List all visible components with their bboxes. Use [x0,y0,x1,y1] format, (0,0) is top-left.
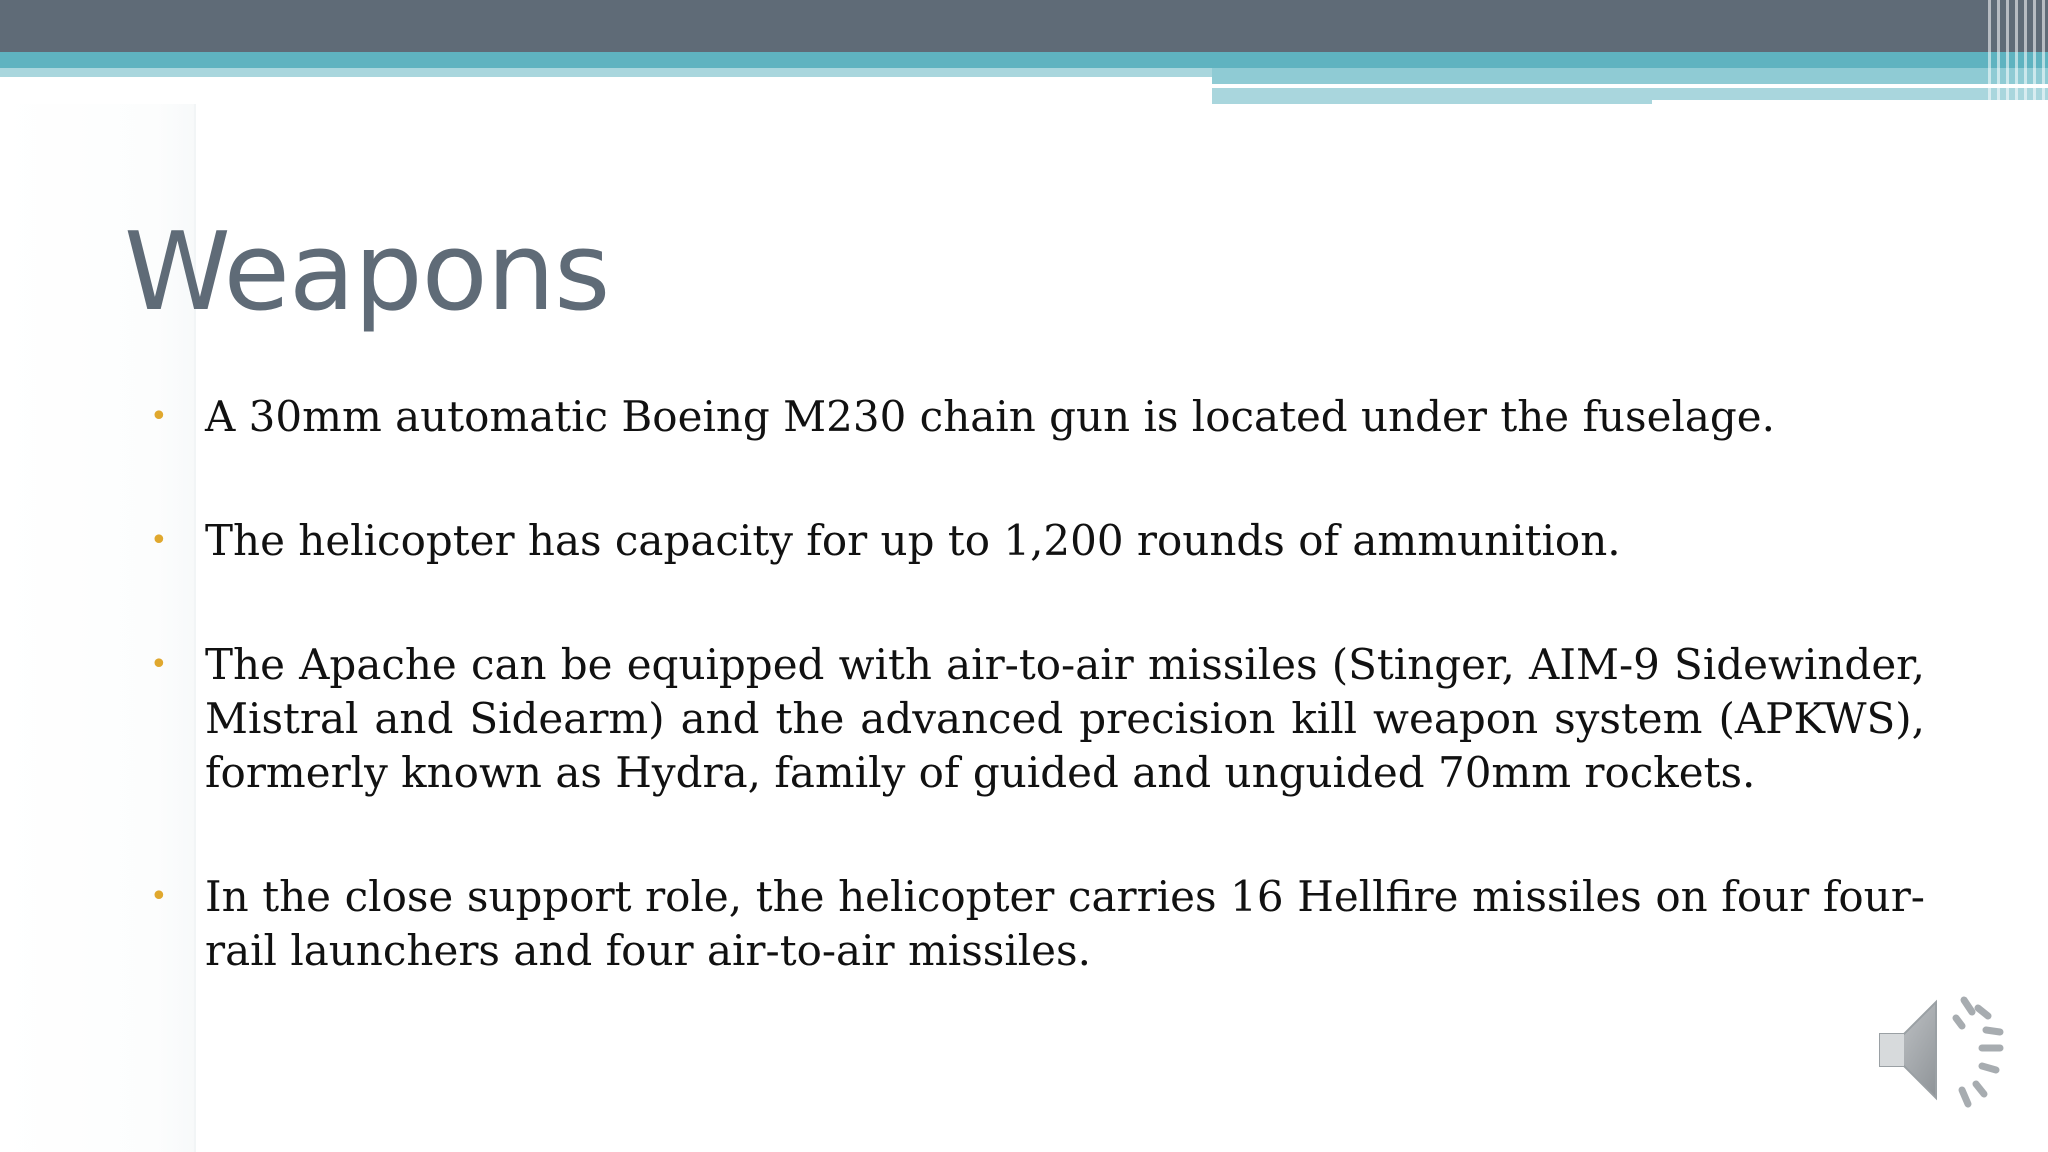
list-item [150,870,1925,978]
bullet-icon: • [150,523,168,558]
list-item [150,638,1925,800]
speaker-icon[interactable] [1878,986,2012,1114]
header-band-light-right [1212,68,2048,84]
bullet-icon: • [150,879,168,914]
bullet-text: The Apache can be equipped with air-to-air missiles (Stinger, AIM-9 Sidewinder, Mistral and Sidearm) and the advanced precision kill weapon system (APKWS), formerly known as Hydra, family of guided and unguided 70mm rockets. [205,640,1925,797]
slide-title: Weapons [124,210,610,335]
bullet-text: In the close support role, the helicopter carries 16 Hellfire missiles on four four-rail launchers and four air-to-air missiles. [205,872,1925,975]
bullet-icon: • [150,647,168,682]
bullet-text: The helicopter has capacity for up to 1,200 rounds of ammunition. [205,516,1621,565]
header-band-teal [0,52,2048,68]
header-band-dark [0,0,2048,52]
list-item [150,390,1925,444]
header-band-light [0,68,1212,77]
list-item [150,514,1925,568]
speaker-icon-graphic [1878,986,2012,1114]
bullet-list [150,390,1925,1048]
header-stripes [1988,0,2048,104]
bullet-text: A 30mm automatic Boeing M230 chain gun is located under the fuselage. [205,392,1776,441]
bullet-icon: • [150,399,168,434]
